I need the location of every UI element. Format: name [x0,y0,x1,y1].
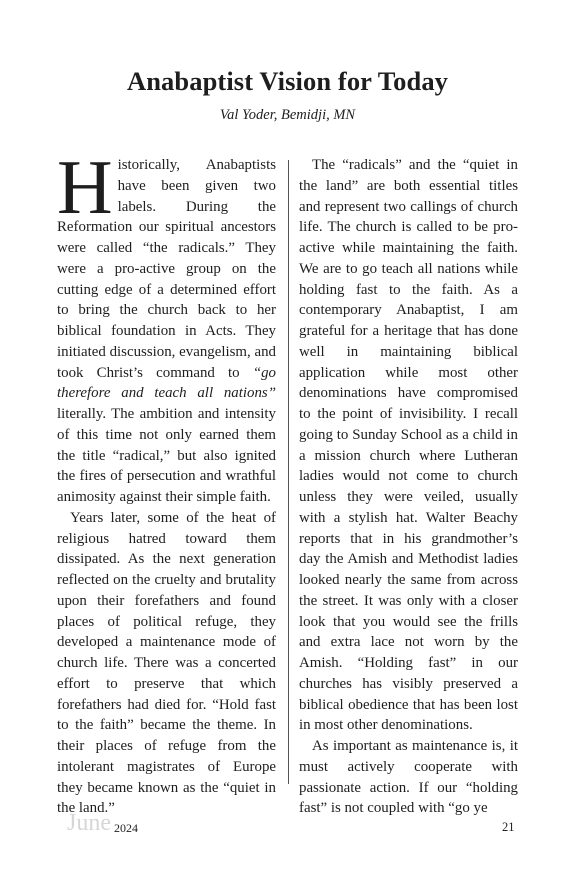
paragraph-text: literally. The ambition and intensity of this time not only earned them the title “radical,” but also ignited the fires of persecution and wrathful animosity against their simple faith. [57,406,276,505]
right-column [299,155,518,819]
column-divider [288,160,289,784]
page-number: 21 [502,820,515,834]
paragraph [57,144,276,508]
paragraph: The “radicals” and the “quiet in the land” are both essential titles and represent two callings of church life. The church is called to be pro-active while maintaining the faith. We are to go teach all nations while holding fast to the faith. As a contemporary Anabaptist, I am grateful for a heritage that has done well in maintaining biblical application while most other denominations have compromised to the point of invisibility. I recall going to Sunday School as a child in a mission church where Lutheran ladies would not come to church unless they were veiled, usually with a stylish hat. Walter Beachy reports that in his grandmother’s day the Amish and Methodist ladies looked nearly the same from across the street. It was only with a closer look that you would see the frills and extra lace not worn by the Amish. “Holding fast” in our churches has visibly preserved a biblical obedience that has been lost in most other denominations. [299,157,518,734]
drop-cap: H [57,144,113,230]
paragraph: Years later, some of the heat of religious hatred toward them dissipated. As the next generation reflected on the cruelty and brutality upon their forefathers and found places of political refuge, they developed a maintenance mode of church life. There was a concerted effort to preserve that which forefathers had died for. “Hold fast to the faith” became the theme. In their places of refuge from the intolerant magistrates of Europe they became known as the “quiet in the land.” [57,509,276,817]
footer-month: June [67,810,111,836]
left-column [57,144,276,819]
paragraph: As important as maintenance is, it must actively cooperate with passionate action. If our “holding fast” is not coupled with “go ye [299,738,518,817]
article-title: Anabaptist Vision for Today [126,66,449,96]
footer-year: 2024 [114,821,138,835]
article-byline: Val Yoder, Bemidji, MN [219,107,356,123]
scripture-quote: “go therefore and teach all nations” [57,364,276,402]
paragraph-text: istorically, Anabaptists have been given two labels. During the Reformation our spiritual ancestors were called “the radicals.” They were a pro-active group on the cutting edge of a determined effort to bring the church back to her biblical foundation in Acts. They initiated discussion, evangelism, and took Christ’s command to [57,157,276,381]
